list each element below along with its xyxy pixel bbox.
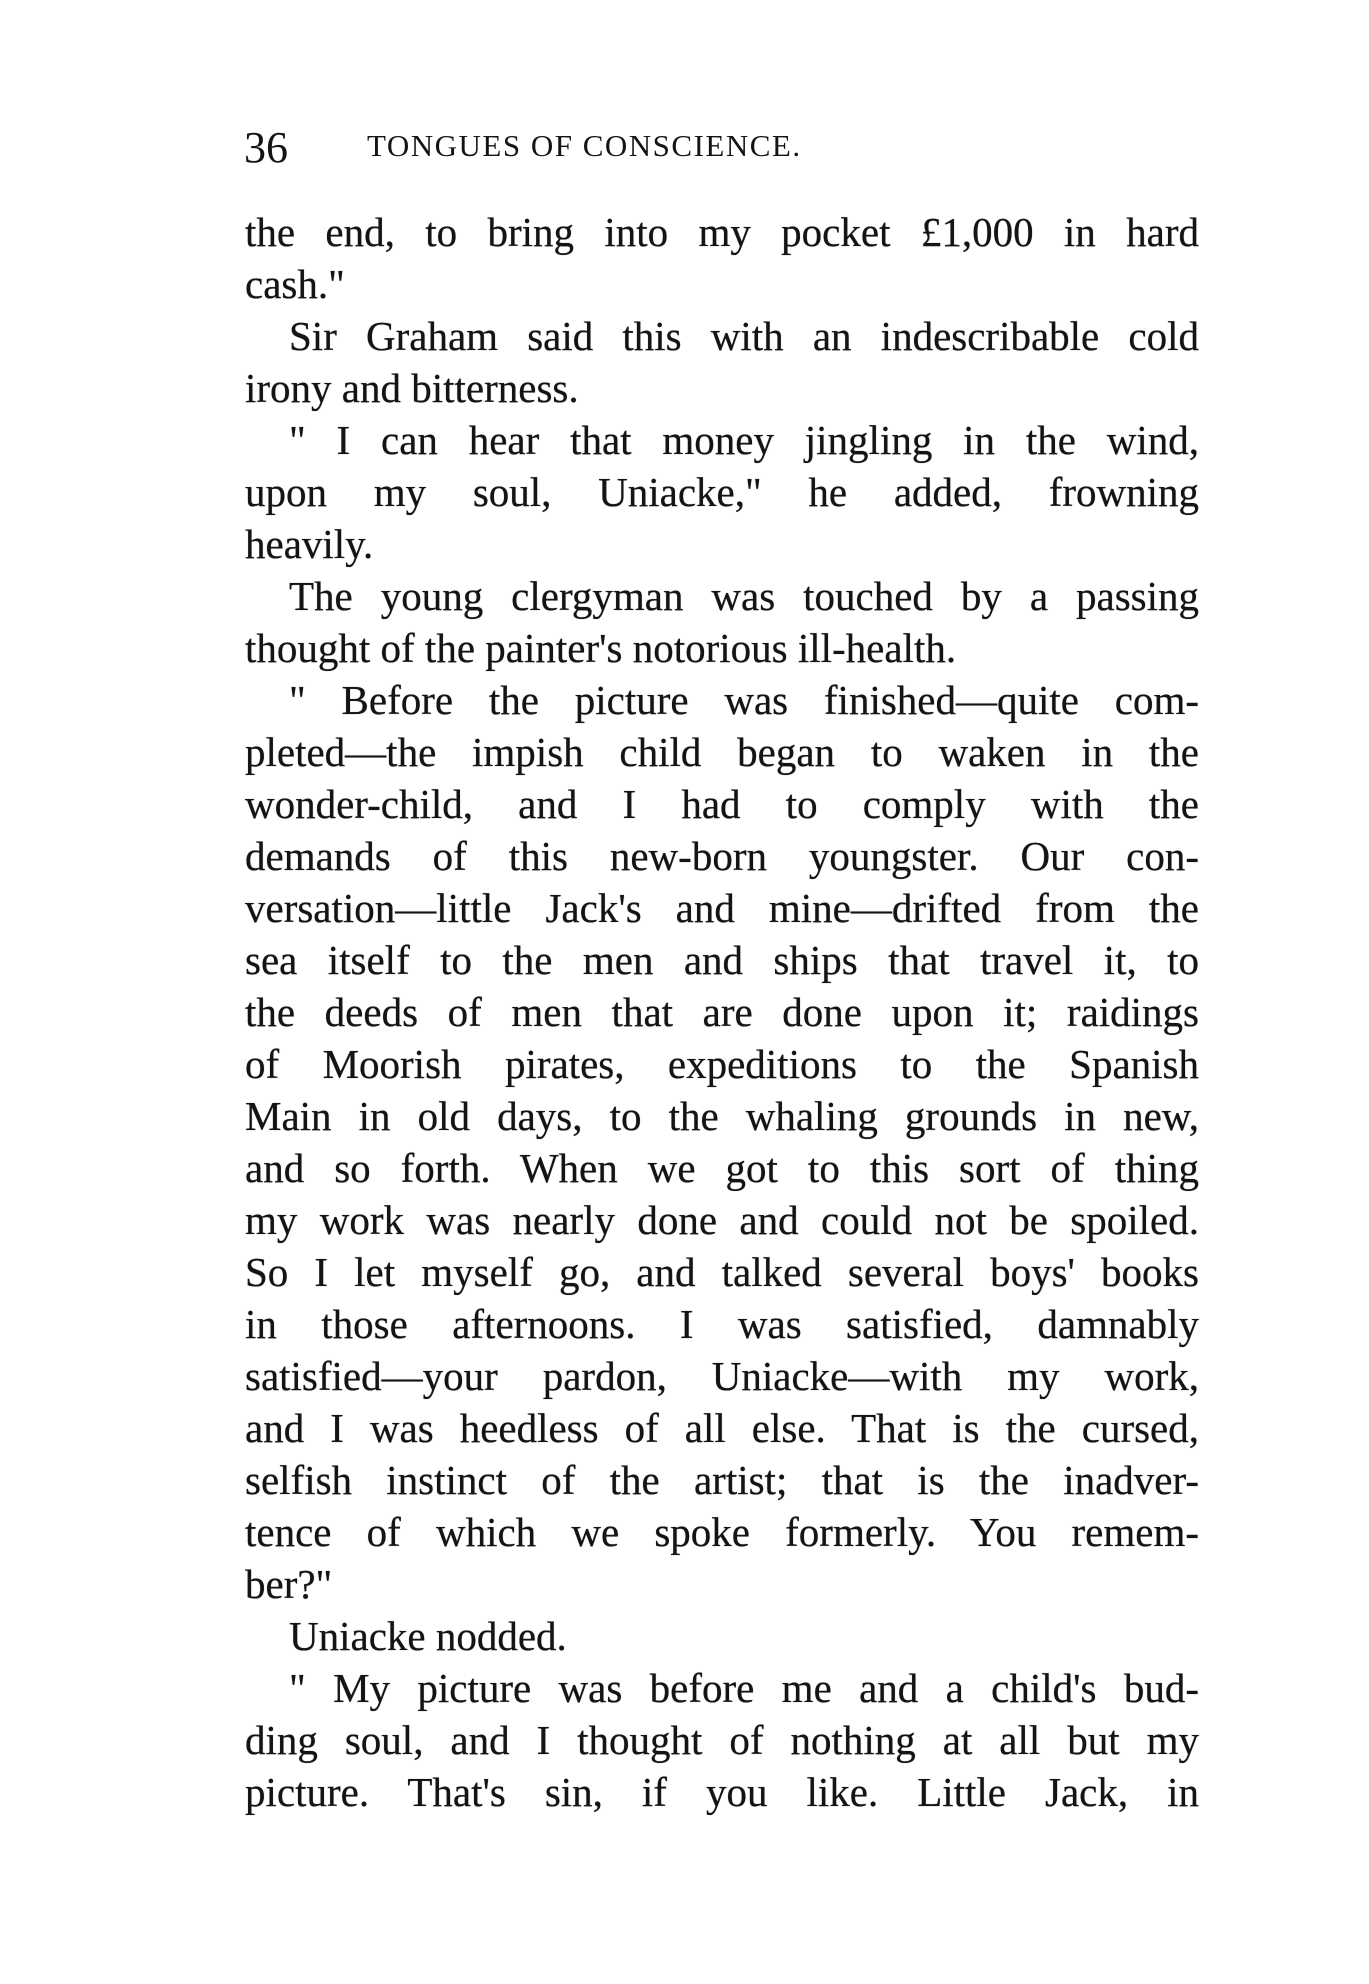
text-line: The young clergyman was touched by a passing: [289, 573, 1199, 619]
text-line: " My picture was before me and a child's bud-: [289, 1665, 1199, 1711]
text-line: Uniacke nodded.: [289, 1613, 567, 1659]
text-line: " Before the picture was finished—quite com-: [289, 677, 1199, 723]
page-header: [244, 122, 1204, 174]
text-line: the end, to bring into my pocket £1,000 in hard: [245, 209, 1199, 255]
body-text: [245, 206, 1199, 1818]
text-line: demands of this new-born youngster. Our con-: [245, 833, 1199, 879]
text-line: heavily.: [245, 521, 374, 567]
text-line: and so forth. When we got to this sort of thing: [245, 1145, 1199, 1191]
text-line: Main in old days, to the whaling grounds in new,: [245, 1093, 1199, 1139]
text-line: cash.": [245, 261, 345, 307]
text-line: wonder-child, and I had to comply with the: [245, 781, 1199, 827]
text-line: my work was nearly done and could not be spoiled.: [245, 1197, 1199, 1243]
text-line: upon my soul, Uniacke," he added, frowning: [245, 469, 1199, 515]
text-line: in those afternoons. I was satisfied, damnably: [245, 1301, 1199, 1347]
text-line: satisfied—your pardon, Uniacke—with my work,: [245, 1353, 1199, 1399]
text-line: ber?": [245, 1561, 333, 1607]
text-line: of Moorish pirates, expeditions to the Spanish: [245, 1041, 1199, 1087]
running-head: TONGUES OF CONSCIENCE.: [367, 128, 802, 163]
text-line: and I was heedless of all else. That is the cursed,: [245, 1405, 1199, 1451]
text-line: " I can hear that money jingling in the wind,: [289, 417, 1199, 463]
text-line: the deeds of men that are done upon it; raidings: [245, 989, 1199, 1035]
text-line: thought of the painter's notorious ill-health.: [245, 625, 957, 671]
text-line: versation—little Jack's and mine—drifted from the: [245, 885, 1199, 931]
text-line: selfish instinct of the artist; that is the inadver-: [245, 1457, 1199, 1503]
text-line: picture. That's sin, if you like. Little Jack, in: [245, 1769, 1199, 1815]
text-line: irony and bitterness.: [245, 365, 579, 411]
text-line: Sir Graham said this with an indescribable cold: [289, 313, 1199, 359]
text-line: pleted—the impish child began to waken in the: [245, 729, 1199, 775]
text-line: sea itself to the men and ships that travel it, to: [245, 937, 1199, 983]
text-line: tence of which we spoke formerly. You remem-: [245, 1509, 1199, 1555]
text-line: So I let myself go, and talked several boys' books: [245, 1249, 1199, 1295]
text-line: ding soul, and I thought of nothing at all but my: [245, 1717, 1199, 1763]
page-number: 36: [244, 123, 288, 172]
